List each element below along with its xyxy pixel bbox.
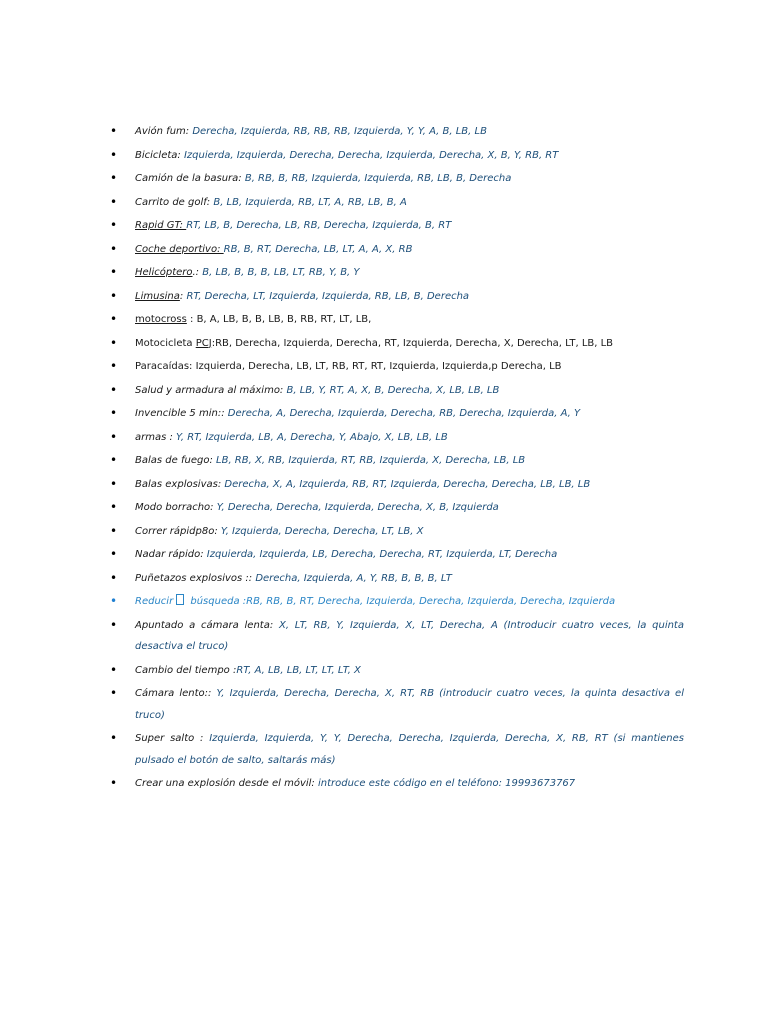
cheat-label-suffix: .: [192, 267, 203, 278]
list-item [108, 403, 684, 425]
cheat-label: Apuntado a cámara lenta: [135, 619, 279, 631]
bullet-icon: • [110, 171, 118, 185]
bullet-icon: • [110, 662, 118, 677]
cheat-label-suffix: : [200, 549, 207, 560]
cheat-code: Y, Derecha, Derecha, Izquierda, Derecha, X, B, Izquierda [216, 502, 499, 513]
list-item [108, 544, 684, 566]
list-item [108, 309, 684, 331]
cheat-label-suffix: : [186, 314, 197, 325]
cheat-label: Invencible 5 min:: [135, 408, 228, 419]
list-item [108, 450, 684, 472]
list-item [108, 121, 684, 143]
cheat-label: Correr rápidp8o [135, 525, 215, 537]
cheat-label: Nadar rápido [135, 549, 201, 560]
bullet-icon: • [110, 265, 118, 279]
bullet-icon: • [110, 617, 118, 632]
cheat-code: RB, B, RT, Derecha, LB, LT, A, A, X, RB [223, 243, 413, 255]
cheat-code: B, LB, Izquierda, RB, LT, A, RB, LB, B, A [213, 196, 407, 208]
bullet-icon: • [110, 288, 118, 303]
bullet-icon: • [110, 147, 118, 162]
cheat-list [108, 121, 684, 797]
cheat-label: Avión fum: [135, 126, 193, 137]
bullet-icon: • [110, 453, 118, 467]
cheat-code: B, RB, B, RB, Izquierda, Izquierda, RB, LB, B, Derecha [244, 173, 512, 184]
cheat-label: Camión de la basura: [135, 173, 245, 184]
list-item [108, 333, 684, 355]
cheat-code: Izquierda, Izquierda, Derecha, Derecha, Izquierda, Derecha, X, B, Y, RB, RT [183, 149, 559, 161]
cheat-code: Derecha, A, Derecha, Izquierda, Derecha, RB, Derecha, Izquierda, A, Y [227, 408, 581, 419]
cheat-label-link[interactable]: Coche deportivo: [135, 243, 224, 255]
bullet-icon: • [110, 406, 118, 420]
cheat-label-link[interactable]: Helicóptero [135, 267, 193, 278]
cheat-label-suffix: : [214, 525, 221, 537]
cheat-code: RB, Derecha, Izquierda, Derecha, RT, Izquierda, Derecha, X, Derecha, LT, LB, LB [215, 337, 614, 349]
cheat-code: X, LT, RB, Y, Izquierda, X, LT, Derecha, A (Introducir cuatro veces, la quinta desactiva el truco) [135, 619, 684, 652]
cheat-label-suffix: búsqueda : [187, 596, 247, 607]
list-item [108, 145, 684, 167]
bullet-icon: • [110, 776, 118, 790]
cheat-label-link[interactable]: Rapid GT: [135, 220, 187, 231]
cheat-code: Y, RT, Izquierda, LB, A, Derecha, Y, Abajo, X, LB, LB, LB [176, 431, 448, 443]
cheat-code: RB, RB, B, RT, Derecha, Izquierda, Derecha, Izquierda, Derecha, Izquierda [246, 596, 616, 607]
list-item [108, 591, 684, 613]
bullet-icon: • [110, 686, 118, 700]
cheat-label: Salud y armadura al máximo: [135, 384, 287, 396]
bullet-icon: • [110, 382, 118, 397]
cheat-label: Reducir [135, 596, 174, 607]
cheat-label-suffix: : [179, 290, 187, 302]
bullet-icon: • [110, 194, 118, 209]
bullet-icon: • [110, 476, 118, 491]
list-item [108, 773, 684, 795]
cheat-code: LB, RB, X, RB, Izquierda, RT, RB, Izquierda, X, Derecha, LB, LB [216, 455, 526, 466]
cheat-label: Crear una explosión desde el móvil: [135, 778, 318, 789]
bullet-icon: • [110, 429, 118, 444]
list-item [108, 380, 684, 402]
list-item [108, 615, 684, 658]
bullet-icon: • [110, 547, 118, 561]
list-item [108, 497, 684, 519]
cheat-label-suffix: : [211, 337, 216, 349]
list-item [108, 427, 684, 449]
cheat-label-link[interactable]: motocross [135, 314, 187, 325]
list-item [108, 356, 684, 378]
cheat-label: armas : [135, 431, 177, 443]
cheat-label: Carrito de golf: [135, 196, 214, 208]
bullet-icon: • [110, 218, 118, 232]
cheat-code: B, LB, B, B, B, LB, LT, RB, Y, B, Y [202, 267, 360, 278]
cheat-code: Derecha, X, A, Izquierda, RB, RT, Izquierda, Derecha, Derecha, LB, LB, LB [224, 478, 591, 490]
bullet-icon: • [110, 335, 118, 350]
cheat-label: Modo borracho [135, 502, 211, 513]
list-item [108, 728, 684, 771]
cheat-code: introduce este código en el teléfono: 19993673767 [317, 778, 576, 789]
cheat-label: Bicicleta: [135, 149, 184, 161]
list-item [108, 239, 684, 261]
cheat-code: Izquierda, Izquierda, LB, Derecha, Derecha, RT, Izquierda, LT, Derecha [206, 549, 558, 560]
cheat-label: Motocicleta [135, 337, 196, 349]
list-item [108, 168, 684, 190]
list-item [108, 521, 684, 543]
cheat-code: B, A, LB, B, B, LB, B, RB, RT, LT, LB, [196, 314, 372, 325]
missing-glyph-icon [176, 594, 184, 605]
list-item [108, 215, 684, 237]
cheat-label: Cámara lento:: [135, 688, 217, 699]
list-item [108, 474, 684, 496]
bullet-icon: • [110, 594, 118, 608]
cheat-code: RT, Derecha, LT, Izquierda, Izquierda, RB, LB, B, Derecha [186, 290, 470, 302]
cheat-code: Derecha, Izquierda, A, Y, RB, B, B, B, LT [255, 572, 452, 584]
cheat-label: Super salto : [135, 733, 210, 744]
cheat-label: Cambio del tiempo : [135, 664, 237, 676]
list-item [108, 568, 684, 590]
cheat-code: RT, A, LB, LB, LT, LT, LT, X [236, 664, 361, 676]
cheat-label-link[interactable]: PCJ [195, 337, 212, 349]
bullet-icon: • [110, 500, 118, 514]
cheat-label-suffix: : [210, 502, 217, 513]
cheat-code: B, LB, Y, RT, A, X, B, Derecha, X, LB, LB, LB [286, 384, 500, 396]
list-item [108, 262, 684, 284]
cheat-code: Izquierda, Izquierda, Y, Y, Derecha, Derecha, Izquierda, Derecha, X, RB, RT (si mantienes pulsado el botón de salto, saltarás más) [135, 733, 684, 766]
list-item [108, 660, 684, 682]
cheat-label: Paracaídas: [135, 361, 196, 372]
bullet-icon: • [110, 241, 118, 256]
bullet-icon: • [110, 523, 118, 538]
cheat-label: Balas de fuego [135, 455, 210, 466]
cheat-code: RT, LB, B, Derecha, LB, RB, Derecha, Izquierda, B, RT [186, 220, 452, 231]
cheat-code: Y, Izquierda, Derecha, Derecha, LT, LB, X [220, 525, 424, 537]
cheat-label: Puñetazos explosivos :: [135, 572, 256, 584]
list-item [108, 683, 684, 726]
cheat-label-suffix: : [209, 455, 217, 466]
bullet-icon: • [110, 731, 118, 745]
bullet-icon: • [110, 359, 118, 373]
list-item [108, 286, 684, 308]
cheat-label-link[interactable]: Limusina [135, 290, 180, 302]
bullet-icon: • [110, 312, 118, 326]
bullet-icon: • [110, 570, 118, 585]
cheat-code: Derecha, Izquierda, RB, RB, RB, Izquierda, Y, Y, A, B, LB, LB [192, 126, 487, 137]
cheat-code: Izquierda, Derecha, LB, LT, RB, RT, RT, Izquierda, Izquierda,p Derecha, LB [195, 361, 562, 372]
bullet-icon: • [110, 124, 118, 138]
list-item [108, 192, 684, 214]
cheat-label: Balas explosivas: [135, 478, 225, 490]
cheat-code: Y, Izquierda, Derecha, Derecha, X, RT, RB (introducir cuatro veces, la quinta desactiva el truco) [135, 688, 684, 721]
